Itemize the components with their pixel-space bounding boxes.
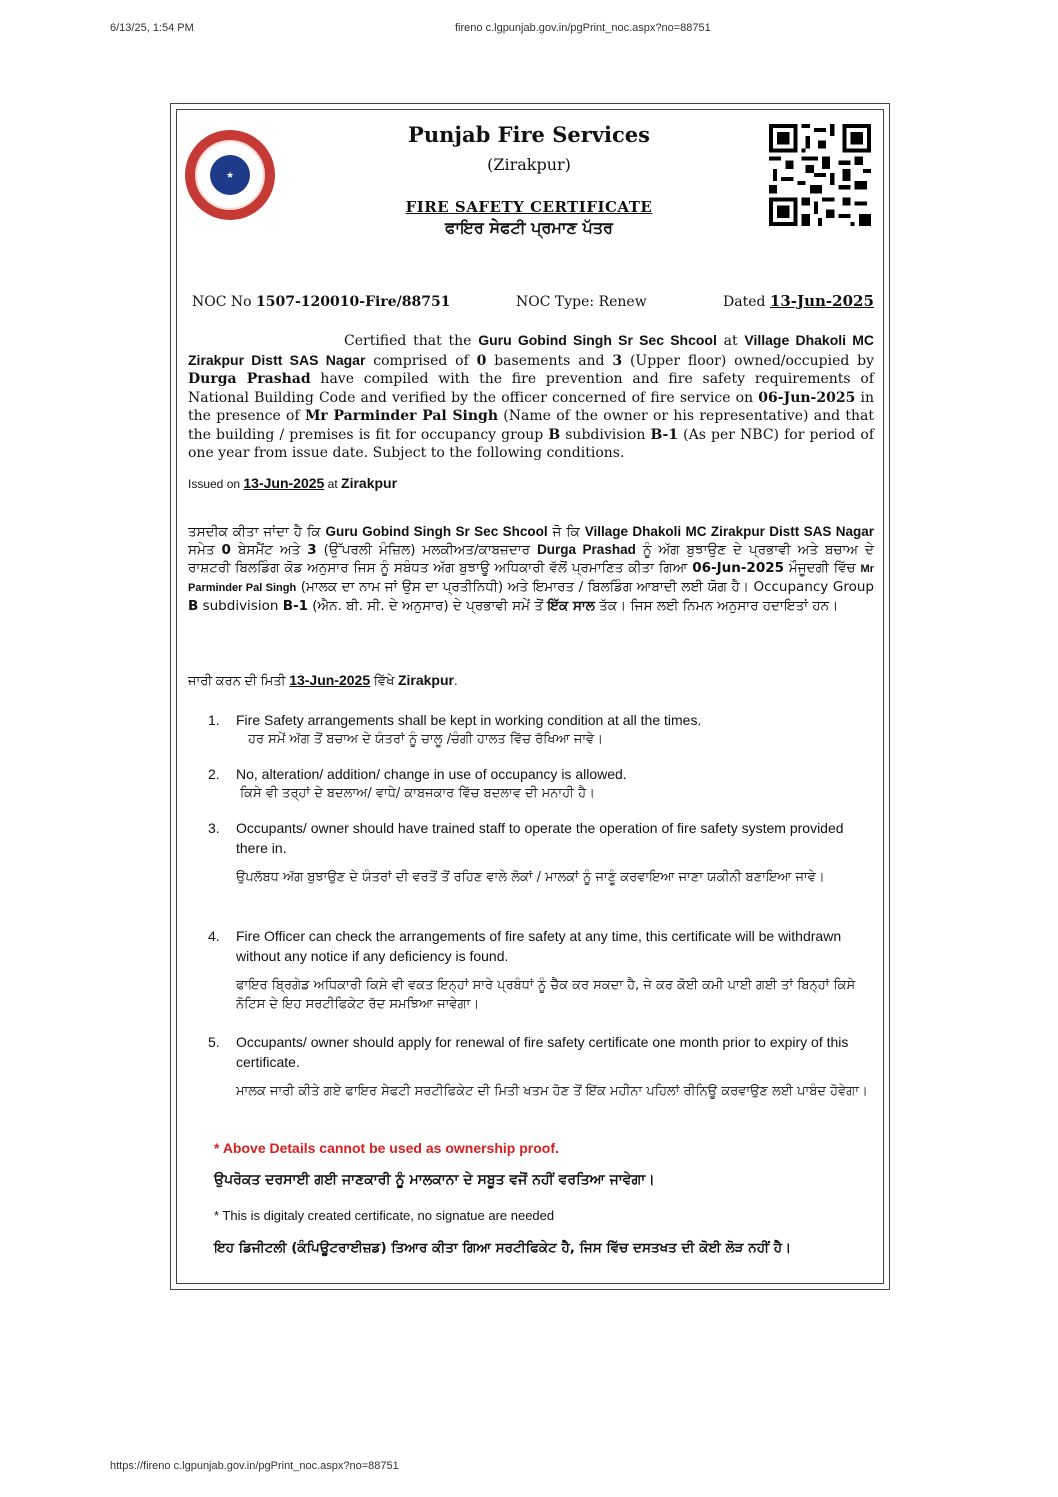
noc-date: Dated 13-Jun-2025 <box>723 292 874 310</box>
noc-number: NOC No 1507-120010-Fire/88751 <box>192 294 451 310</box>
condition-item: 1. Fire Safety arrangements shall be kept in working condition at all the times. ਹਰ ਸਮੇਂ ਅੱਗ ਤੋਂ ਬਚਾਅ ਦੇ ਯੰਤਰਾਂ ਨੂੰ ਚਾਲੂ /ਚੰਗੀ ਹਾਲਤ ਵਿੱਚ ਰੱਖਿਆ ਜਾਵੇ। <box>208 712 702 747</box>
certificate-title-punjabi: ਫਾਇਰ ਸੇਫਟੀ ਪ੍ਰਮਾਣ ਪੱਤਰ <box>445 218 613 237</box>
org-name: Punjab Fire Services <box>408 122 650 147</box>
station-name: (Zirakpur) <box>487 155 571 174</box>
footer-url[interactable]: https://fireno c.lgpunjab.gov.in/pgPrint_noc.aspx?no=88751 <box>110 1460 399 1472</box>
noc-type: NOC Type: Renew <box>516 294 647 310</box>
print-url: fireno c.lgpunjab.gov.in/pgPrint_noc.aspx?no=88751 <box>455 22 711 34</box>
ownership-warning-punjabi: ਉਪਰੋਕਤ ਦਰਸਾਈ ਗਈ ਜਾਣਕਾਰੀ ਨੂੰ ਮਾਲਕਾਨਾ ਦੇ ਸਬੂਤ ਵਜੋਂ ਨਹੀਂ ਵਰਤਿਆ ਜਾਵੇਗਾ। <box>214 1172 655 1188</box>
certificate-inner-border <box>176 109 884 1284</box>
ownership-warning: * Above Details cannot be used as ownership proof. <box>214 1140 559 1156</box>
condition-item: 4. Fire Officer can check the arrangements of fire safety at any time, this certificate will be withdrawn without any notice if any deficiency is found. ਫਾਇਰ ਬ੍ਰਿਗੇਡ ਅਧਿਕਾਰੀ ਕਿਸੇ ਵੀ ਵਕਤ ਇਨ੍ਹਾਂ ਸਾਰੇ ਪ੍ਰਬੰਧਾਂ ਨੂੰ ਚੈੱਕ ਕਰ ਸਕਦਾ ਹੈ, ਜੇ ਕਰ ਕੋਈ ਕਮੀ ਪਾਈ ਗਈ ਤਾਂ ਬਿਨ੍ਹਾਂ ਕਿਸੇ ਨੋਟਿਸ ਦੇ ਇਹ ਸਰਟੀਫਿਕੇਟ ਰੱਦ ਸਮਝਿਆ ਜਾਵੇਗਾ। <box>208 928 856 1012</box>
certification-paragraph-punjabi: ਤਸਦੀਕ ਕੀਤਾ ਜਾਂਦਾ ਹੈ ਕਿ Guru Gobind Singh Sr Sec Shcool ਜੋ ਕਿ Village Dhakoli MC Zirakpur Distt SAS Nagar ਸਮੇਤ 0 ਬੇਸਮੈਂਟ ਅਤੇ 3 (ਉੱਪਰਲੀ ਮੰਜ਼ਿਲ) ਮਲਕੀਅਤ/ਕਾਬਜ਼ਦਾਰ Durga Prashad ਨੂੰ ਅੱਗ ਬੁਝਾਉਣ ਦੇ ਪ੍ਰਭਾਵੀ ਅਤੇ ਬਚਾਅ ਦੇ ਰਾਸ਼ਟਰੀ ਬਿਲਡਿੰਗ ਕੋਡ ਅਨੁਸਾਰ ਜਿਸ ਨੂੰ ਸਬੰਧਤ ਅੱਗ ਬੁਝਾਊ ਅਧਿਕਾਰੀ ਵੱਲੋਂ ਪ੍ਰਮਾਣਿਤ ਕੀਤਾ ਗਿਆ 06-Jun-2025 ਮੌਜੂਦਗੀ ਵਿੱਚ Mr Parminder Pal Singh (ਮਾਲਕ ਦਾ ਨਾਮ ਜਾਂ ਉਸ ਦਾ ਪ੍ਰਤੀਨਿਧੀ) ਅਤੇ ਇਮਾਰਤ / ਬਿਲਡਿੰਗ ਆਬਾਦੀ ਲਈ ਯੋਗ ਹੈ। Occupancy Group B subdivision B-1 (ਐਨ. ਬੀ. ਸੀ. ਦੇ ਅਨੁਸਾਰ) ਦੇ ਪ੍ਰਭਾਵੀ ਸਮੇਂ ਤੋਂ ਇੱਕ ਸਾਲ ਤੱਕ। ਜਿਸ ਲਈ ਨਿਮਨ ਅਨੁਸਾਰ ਹਦਾਇਤਾਂ ਹਨ। <box>188 524 874 614</box>
condition-item: 5. Occupants/ owner should apply for renewal of fire safety certificate one month prior to expiry of this certificate. ਮਾਲਕ ਜਾਰੀ ਕੀਤੇ ਗਏ ਫਾਇਰ ਸੇਫਟੀ ਸਰਟੀਫਿਕੇਟ ਦੀ ਮਿਤੀ ਖਤਮ ਹੋਣ ਤੋਂ ਇੱਕ ਮਹੀਨਾ ਪਹਿਲਾਂ ਰੀਨਿਊ ਕਰਵਾਉਣ ਲਈ ਪਾਬੰਦ ਹੋਵੇਗਾ। <box>208 1034 868 1099</box>
digital-certificate-note-punjabi: ਇਹ ਡਿਜੀਟਲੀ (ਕੰਪਿਊਟਰਾਈਜ਼ਡ) ਤਿਆਰ ਕੀਤਾ ਗਿਆ ਸਰਟੀਫਿਕੇਟ ਹੈ, ਜਿਸ ਵਿੱਚ ਦਸਤਖਤ ਦੀ ਕੋਈ ਲੋੜ ਨਹੀਂ ਹੈ। <box>214 1240 792 1256</box>
emblem-icon: ★ <box>185 130 275 220</box>
condition-item: 3. Occupants/ owner should have trained staff to operate the operation of fire safety system provided there in. ਉਪਲੱਬਧ ਅੱਗ ਬੁਝਾਉਣ ਦੇ ਯੰਤਰਾਂ ਦੀ ਵਰਤੋਂ ਤੋਂ ਰਹਿਣ ਵਾਲੇ ਲੋਕਾਂ / ਮਾਲਕਾਂ ਨੂੰ ਜਾਣੂੰ ਕਰਵਾਇਆ ਜਾਣਾ ਯਕੀਨੀ ਬਣਾਇਆ ਜਾਵੇ। <box>208 820 844 885</box>
issued-on-punjabi: ਜਾਰੀ ਕਰਨ ਦੀ ਮਿਤੀ 13-Jun-2025 ਵਿੱਖੇ Zirakpur. <box>188 672 458 688</box>
certificate-title: FIRE SAFETY CERTIFICATE <box>405 198 653 216</box>
issued-on: Issued on 13-Jun-2025 at Zirakpur <box>188 475 398 491</box>
digital-certificate-note: * This is digitaly created certificate, no signatue are needed <box>214 1208 555 1223</box>
print-datetime: 6/13/25, 1:54 PM <box>110 22 194 34</box>
condition-item: 2. No, alteration/ addition/ change in use of occupancy is allowed. ਕਿਸੇ ਵੀ ਤਰ੍ਹਾਂ ਦੇ ਬਦਲਾਅ/ ਵਾਧੇ/ ਕਾਬਜਕਾਰ ਵਿੱਚ ਬਦਲਾਵ ਦੀ ਮਨਾਹੀ ਹੈ। <box>208 766 627 801</box>
certification-paragraph: Certified that the Guru Gobind Singh Sr Sec Shcool at Village Dhakoli MC Zirakpur Distt SAS Nagar comprised of 0 basements and 3 (Upper floor) owned/occupied by Durga Prashad have compiled with the fire prevention and fire safety requirements of National Building Code and verified by the officer concerned of fire service on 06-Jun-2025 in the presence of Mr Parminder Pal Singh (Name of the owner or his representative) and that the building / premises is fit for occupancy group B subdivision B-1 (As per NBC) for period of one year from issue date. Subject to the following conditions. <box>188 332 875 461</box>
